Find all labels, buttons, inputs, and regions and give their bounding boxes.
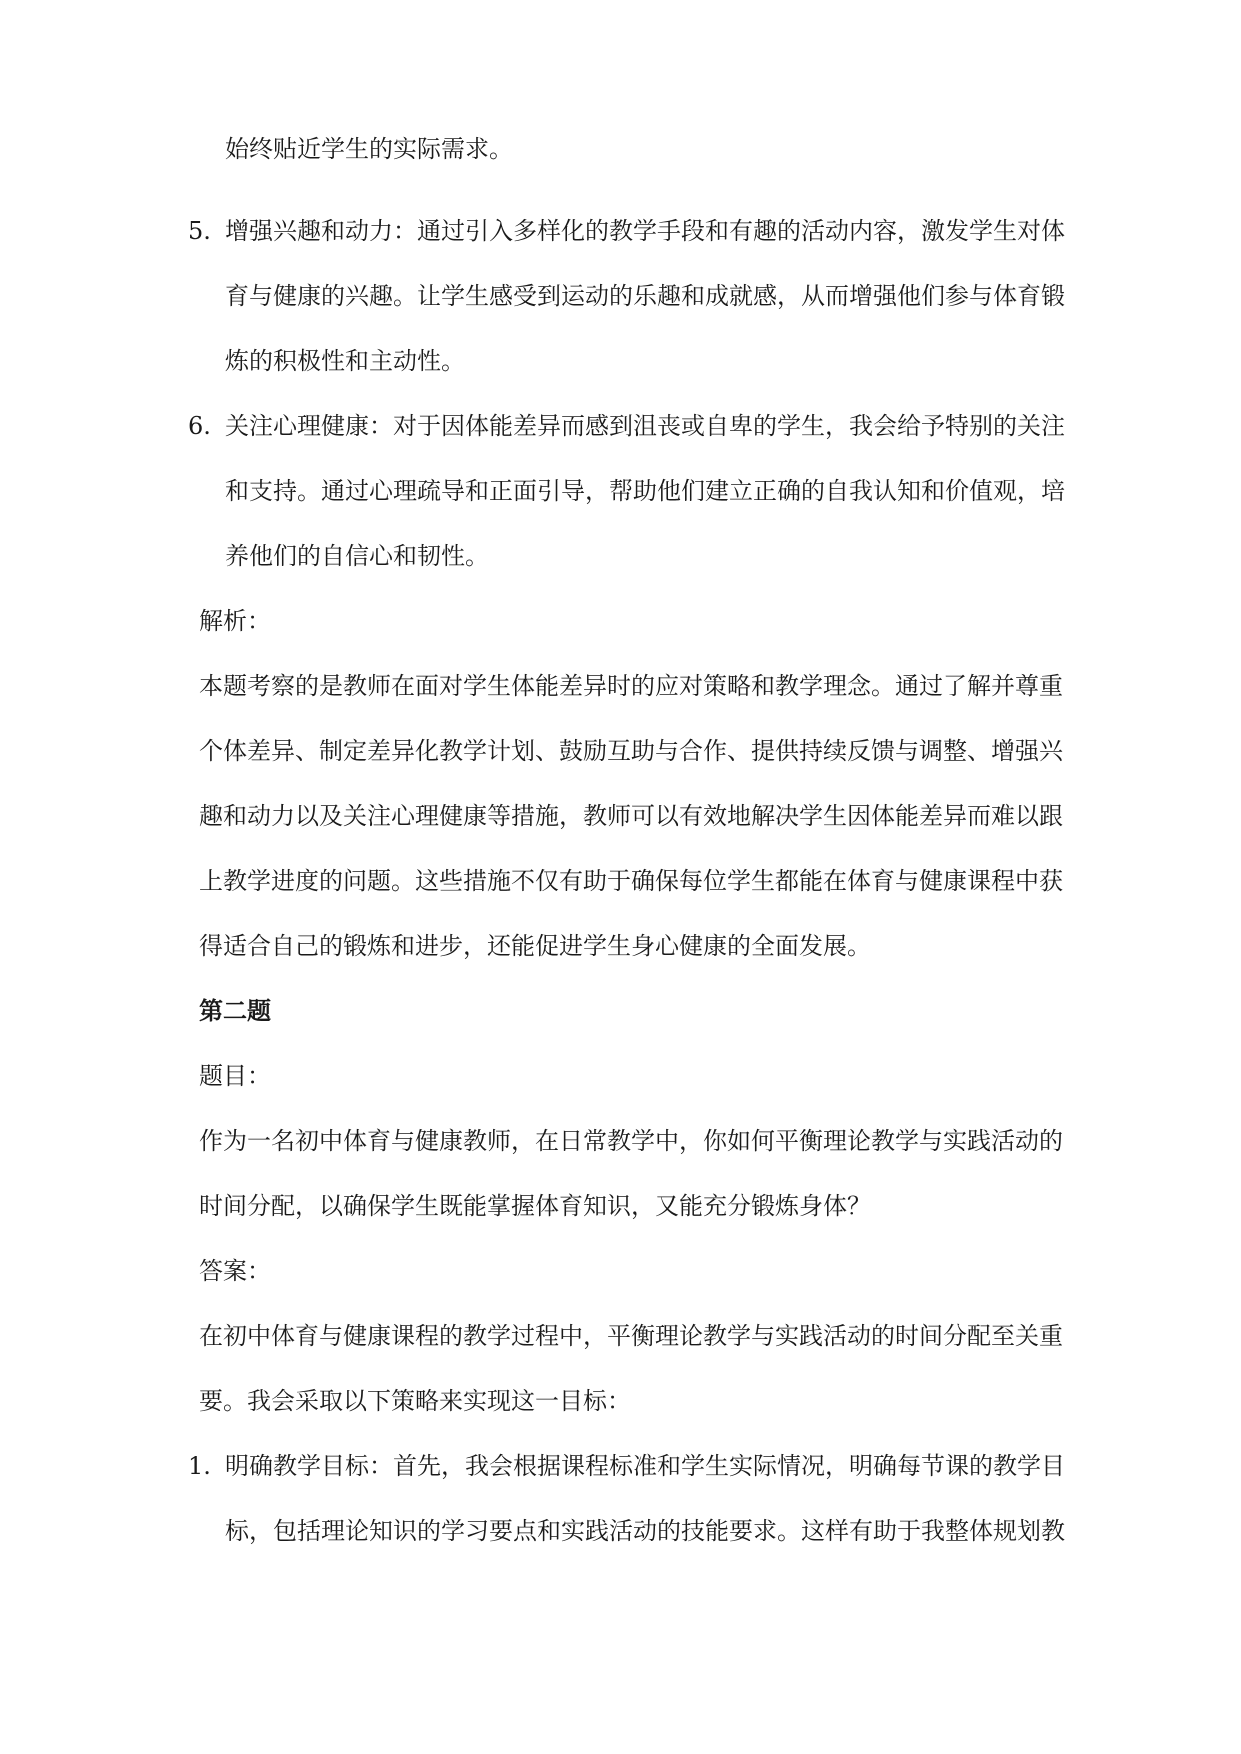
section-title: 第二题 <box>199 996 271 1025</box>
analysis-line-1: 本题考察的是教师在面对学生体能差异时的应对策略和教学理念。通过了解并尊重 <box>199 672 1063 700</box>
item5-number: 5. <box>188 217 211 245</box>
answer-line-1: 在初中体育与健康课程的教学过程中，平衡理论教学与实践活动的时间分配至关重 <box>199 1322 1063 1350</box>
answer-line-2: 要。我会采取以下策略来实现这一目标： <box>199 1387 631 1415</box>
answer-item1-number: 1. <box>188 1452 211 1480</box>
item6-line-2: 和支持。通过心理疏导和正面引导，帮助他们建立正确的自我认知和价值观，培 <box>225 477 1065 505</box>
analysis-label: 解析： <box>199 607 271 635</box>
question-label: 题目： <box>199 1062 271 1090</box>
answer-label: 答案： <box>199 1257 271 1285</box>
item4-continuation: 始终贴近学生的实际需求。 <box>225 135 513 163</box>
analysis-line-2: 个体差异、制定差异化教学计划、鼓励互助与合作、提供持续反馈与调整、增强兴 <box>199 737 1063 765</box>
item5-line-1: 增强兴趣和动力：通过引入多样化的教学手段和有趣的活动内容，激发学生对体 <box>225 217 1065 245</box>
analysis-line-3: 趣和动力以及关注心理健康等措施，教师可以有效地解决学生因体能差异而难以跟 <box>199 802 1063 830</box>
analysis-line-5: 得适合自己的锻炼和进步，还能促进学生身心健康的全面发展。 <box>199 932 871 960</box>
item6-line-3: 养他们的自信心和韧性。 <box>225 542 489 570</box>
answer-item1-line-2: 标，包括理论知识的学习要点和实践活动的技能要求。这样有助于我整体规划教 <box>225 1517 1065 1545</box>
answer-item1-line-1: 明确教学目标：首先，我会根据课程标准和学生实际情况，明确每节课的教学目 <box>225 1452 1065 1480</box>
analysis-line-4: 上教学进度的问题。这些措施不仅有助于确保每位学生都能在体育与健康课程中获 <box>199 867 1063 895</box>
item6-line-1: 关注心理健康：对于因体能差异而感到沮丧或自卑的学生，我会给予特别的关注 <box>225 412 1065 440</box>
item5-line-3: 炼的积极性和主动性。 <box>225 347 465 375</box>
item6-number: 6. <box>188 412 211 440</box>
question-line-2: 时间分配，以确保学生既能掌握体育知识，又能充分锻炼身体？ <box>199 1192 871 1220</box>
item5-line-2: 育与健康的兴趣。让学生感受到运动的乐趣和成就感，从而增强他们参与体育锻 <box>225 282 1065 310</box>
question-line-1: 作为一名初中体育与健康教师，在日常教学中，你如何平衡理论教学与实践活动的 <box>199 1127 1063 1155</box>
